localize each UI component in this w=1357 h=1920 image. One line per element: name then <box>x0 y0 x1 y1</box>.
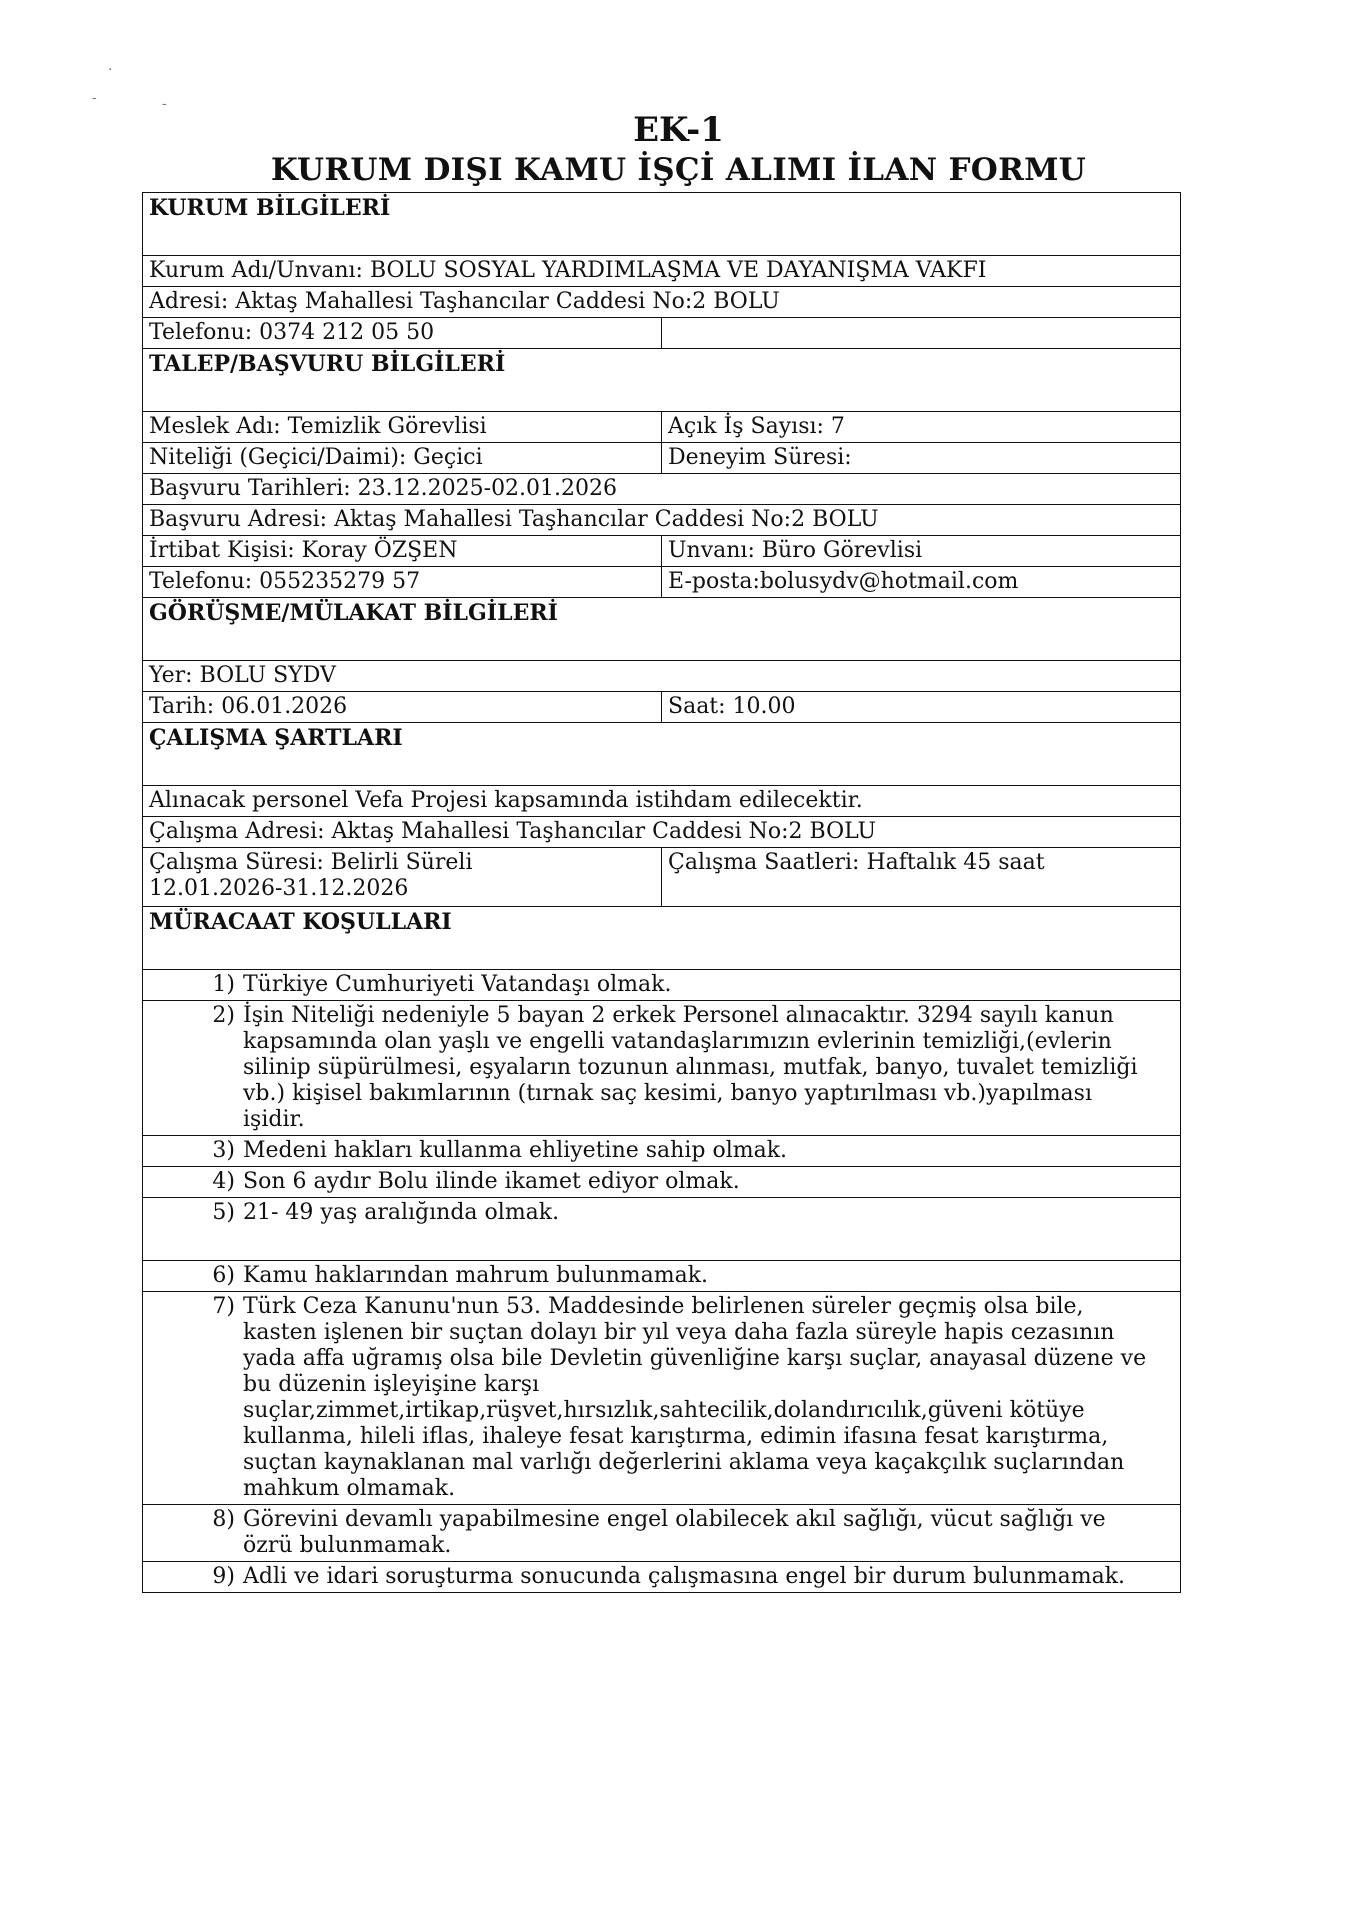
scan-mark: · <box>108 62 113 78</box>
condition-item <box>143 1505 1181 1562</box>
work-hours: Çalışma Saatleri: Haftalık 45 saat <box>662 848 1181 907</box>
condition-text: Adli ve idari soruşturma sonucunda çalışmasına engel bir durum bulunmamak. <box>243 1564 1126 1589</box>
condition-number: 6) <box>212 1263 235 1288</box>
work-duration-type: Çalışma Süresi: Belirli Süreli <box>149 850 473 875</box>
condition-item <box>143 1001 1181 1136</box>
application-address: Başvuru Adresi: Aktaş Mahallesi Taşhancılar Caddesi No:2 BOLU <box>143 505 1181 536</box>
condition-item <box>143 1198 1181 1261</box>
condition-text: Türk Ceza Kanunu'nun 53. Maddesinde belirlenen süreler geçmiş olsa bile, kasten işlenen bir suçtan dolayı bir yıl veya daha fazla süreyle hapis cezasının yada affa uğramış olsa bile Devletin güvenliğine karşı suçlar, anayasal düzene ve bu düzenin işleyişine karşı suçlar,zimmet,irtikap,rüşvet,hırsızlık,sahtecilik,dolandırıcılık,güveni kötüye kullanma, hileli iflas, ihaleye fesat karıştırma, edimin ifasına fesat karıştırma, suçtan kaynaklanan mal varlığı değerlerini aklama veya kaçakçılık suçlarından mahkum olmamak. <box>243 1294 1147 1501</box>
annex-label: EK-1 <box>633 110 724 150</box>
work-note: Alınacak personel Vefa Projesi kapsamında istihdam edilecektir. <box>143 786 1181 817</box>
empty-cell <box>662 318 1181 349</box>
institution-phone: Telefonu: 0374 212 05 50 <box>143 318 662 349</box>
condition-number: 4) <box>212 1169 235 1194</box>
interview-time: Saat: 10.00 <box>662 692 1181 723</box>
condition-item <box>143 1167 1181 1198</box>
scan-mark: - <box>162 96 167 112</box>
work-duration-dates: 12.01.2026-31.12.2026 <box>149 876 409 901</box>
interview-place: Yer: BOLU SYDV <box>143 661 1181 692</box>
condition-item <box>143 1292 1181 1505</box>
work-address: Çalışma Adresi: Aktaş Mahallesi Taşhancılar Caddesi No:2 BOLU <box>143 817 1181 848</box>
section-heading-talep: TALEP/BAŞVURU BİLGİLERİ <box>143 349 1181 412</box>
work-duration <box>143 848 662 907</box>
condition-text: Türkiye Cumhuriyeti Vatandaşı olmak. <box>243 972 672 997</box>
interview-date: Tarih: 06.01.2026 <box>143 692 662 723</box>
condition-item <box>143 1562 1181 1593</box>
condition-item <box>143 1136 1181 1167</box>
condition-number: 9) <box>212 1564 235 1589</box>
condition-text: 21- 49 yaş aralığında olmak. <box>243 1200 560 1225</box>
condition-number: 5) <box>212 1200 235 1225</box>
condition-item <box>143 970 1181 1001</box>
contact-title: Unvanı: Büro Görevlisi <box>662 536 1181 567</box>
contact-person: İrtibat Kişisi: Koray ÖZŞEN <box>143 536 662 567</box>
contact-email: E-posta:bolusydv@hotmail.com <box>662 567 1181 598</box>
condition-text: Görevini devamlı yapabilmesine engel olabilecek akıl sağlığı, vücut sağlığı ve özrü bulunmamak. <box>243 1507 1106 1558</box>
experience-duration: Deneyim Süresi: <box>662 443 1181 474</box>
section-heading-calisma: ÇALIŞMA ŞARTLARI <box>143 723 1181 786</box>
condition-item <box>143 1261 1181 1292</box>
announcement-form <box>142 192 1181 1593</box>
section-heading-muracaat: MÜRACAAT KOŞULLARI <box>143 907 1181 970</box>
condition-text: Medeni hakları kullanma ehliyetine sahip olmak. <box>243 1138 788 1163</box>
contact-phone: Telefonu: 055235279 57 <box>143 567 662 598</box>
application-dates: Başvuru Tarihleri: 23.12.2025-02.01.2026 <box>143 474 1181 505</box>
condition-number: 7) <box>212 1294 235 1319</box>
condition-number: 8) <box>212 1507 235 1532</box>
section-heading-mulakat: GÖRÜŞME/MÜLAKAT BİLGİLERİ <box>143 598 1181 661</box>
institution-name: Kurum Adı/Unvanı: BOLU SOSYAL YARDIMLAŞMA VE DAYANIŞMA VAKFI <box>143 256 1181 287</box>
profession-name: Meslek Adı: Temizlik Görevlisi <box>143 412 662 443</box>
open-positions: Açık İş Sayısı: 7 <box>662 412 1181 443</box>
condition-text: Son 6 aydır Bolu ilinde ikamet ediyor olmak. <box>243 1169 740 1194</box>
institution-address: Adresi: Aktaş Mahallesi Taşhancılar Caddesi No:2 BOLU <box>143 287 1181 318</box>
condition-text: İşin Niteliği nedeniyle 5 bayan 2 erkek Personel alınacaktır. 3294 sayılı kanun kapsamında olan yaşlı ve engelli vatandaşlarımızın evlerinin temizliği,(evlerin silinip süpürülmesi, eşyaların tozunun alınması, mutfak, banyo, tuvalet temizliği vb.) kişisel bakımlarının (tırnak saç kesimi, banyo yaptırılması vb.)yapılması işidir. <box>243 1003 1138 1132</box>
job-nature: Niteliği (Geçici/Daimi): Geçici <box>143 443 662 474</box>
condition-number: 2) <box>212 1003 235 1028</box>
section-heading-kurum: KURUM BİLGİLERİ <box>143 193 1181 256</box>
condition-text: Kamu haklarından mahrum bulunmamak. <box>243 1263 709 1288</box>
scan-mark: - <box>92 90 97 106</box>
condition-number: 1) <box>212 972 235 997</box>
form-title: KURUM DIŞI KAMU İŞÇİ ALIMI İLAN FORMU <box>270 152 1087 188</box>
condition-number: 3) <box>212 1138 235 1163</box>
